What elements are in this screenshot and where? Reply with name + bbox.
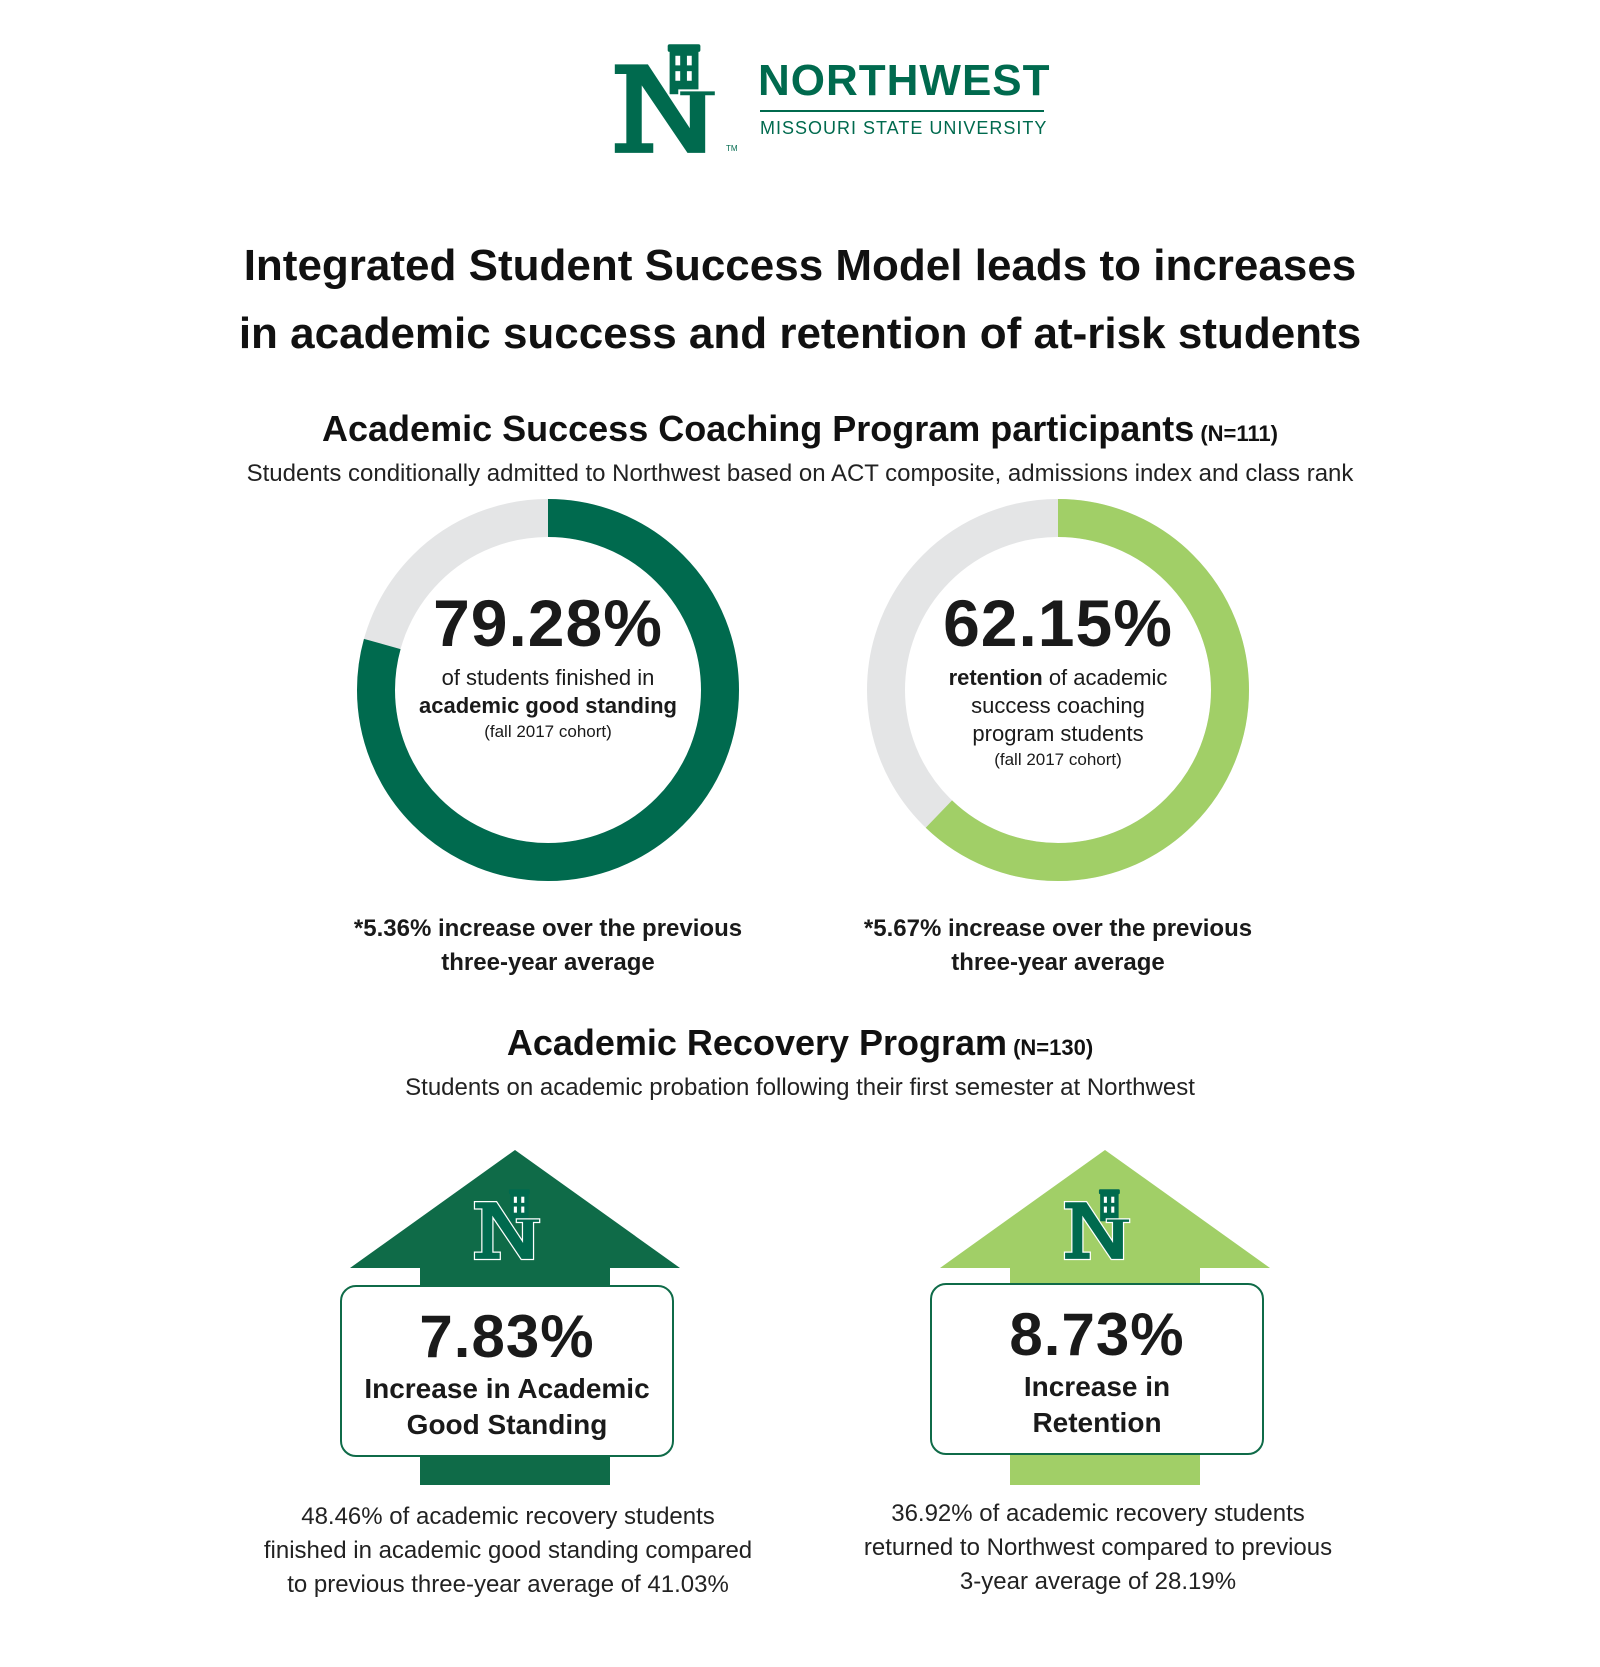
coaching-section-title bbox=[0, 408, 1600, 450]
desc-pre: of students finished in bbox=[441, 665, 655, 690]
retention-increase: 8.73% bbox=[1009, 1301, 1185, 1368]
label-line-2: Good Standing bbox=[406, 1409, 608, 1441]
good-standing-donut bbox=[348, 490, 748, 890]
trademark-mark: TM bbox=[726, 144, 738, 153]
northwest-logo bbox=[610, 42, 1050, 172]
page-title bbox=[60, 232, 1540, 368]
good-standing-increase: 7.83% bbox=[419, 1303, 595, 1370]
retention-label bbox=[932, 1369, 1262, 1442]
recovery-title-text: Academic Recovery Program bbox=[506, 1022, 1008, 1063]
retention-up-arrow bbox=[925, 1150, 1285, 1485]
recovery-sample-size: (N=130) bbox=[1013, 1035, 1094, 1060]
detail-line-1: 36.92% of academic recovery students bbox=[891, 1500, 1305, 1527]
good-standing-detail bbox=[208, 1500, 808, 1602]
brand-divider bbox=[760, 110, 1044, 112]
desc-bold: retention bbox=[948, 665, 1043, 690]
retention-cohort: (fall 2017 cohort) bbox=[994, 750, 1122, 770]
northwest-n-icon bbox=[610, 42, 735, 158]
page-title-line-1: Integrated Student Success Model leads to increases bbox=[243, 241, 1357, 290]
good-standing-value: 79.28% bbox=[433, 586, 663, 660]
recovery-section-title bbox=[0, 1022, 1600, 1064]
coaching-sample-size: (N=111) bbox=[1200, 421, 1278, 446]
note-line-2: three-year average bbox=[441, 948, 655, 976]
label-line-2: Retention bbox=[1032, 1407, 1162, 1439]
good-standing-label bbox=[342, 1371, 672, 1444]
good-standing-cohort: (fall 2017 cohort) bbox=[484, 722, 612, 742]
retention-note bbox=[818, 912, 1298, 979]
good-standing-card bbox=[340, 1285, 674, 1457]
donut-center bbox=[418, 586, 678, 742]
northwest-n-icon bbox=[472, 1188, 552, 1262]
desc-bold: academic good standing bbox=[419, 693, 677, 719]
northwest-n-icon bbox=[1062, 1188, 1142, 1262]
detail-line-3: 3-year average of 28.19% bbox=[959, 1568, 1237, 1596]
detail-line-3: to previous three-year average of 41.03% bbox=[287, 1571, 729, 1599]
page-title-line-2: in academic success and retention of at-risk students bbox=[238, 309, 1362, 359]
retention-value: 62.15% bbox=[943, 586, 1173, 660]
good-standing-description bbox=[418, 664, 678, 720]
retention-description bbox=[928, 664, 1188, 748]
detail-line-1: 48.46% of academic recovery students bbox=[301, 1503, 715, 1530]
good-standing-note bbox=[308, 912, 788, 979]
detail-line-2: finished in academic good standing compared bbox=[263, 1537, 753, 1565]
note-line-1: *5.67% increase over the previous bbox=[863, 915, 1253, 942]
good-standing-up-arrow bbox=[335, 1150, 695, 1485]
retention-donut bbox=[858, 490, 1258, 890]
coaching-section-subtitle: Students conditionally admitted to Northwest based on ACT composite, admissions index and class rank bbox=[246, 460, 1354, 487]
retention-card bbox=[930, 1283, 1264, 1455]
note-line-2: three-year average bbox=[951, 948, 1165, 976]
donut-center bbox=[928, 586, 1188, 770]
brand-name: NORTHWEST bbox=[758, 56, 1051, 105]
label-line-1: Increase in Academic bbox=[364, 1373, 650, 1404]
retention-detail bbox=[798, 1497, 1398, 1599]
detail-line-2: returned to Northwest compared to previous bbox=[863, 1534, 1333, 1562]
brand-subtitle: MISSOURI STATE UNIVERSITY bbox=[760, 118, 1048, 138]
coaching-title-text: Academic Success Coaching Program participants bbox=[322, 408, 1195, 449]
note-line-1: *5.36% increase over the previous bbox=[353, 915, 743, 942]
label-line-1: Increase in bbox=[1023, 1371, 1171, 1402]
desc-post: of academic success coaching program students bbox=[971, 665, 1168, 747]
recovery-section-subtitle: Students on academic probation following their first semester at Northwest bbox=[405, 1074, 1195, 1101]
